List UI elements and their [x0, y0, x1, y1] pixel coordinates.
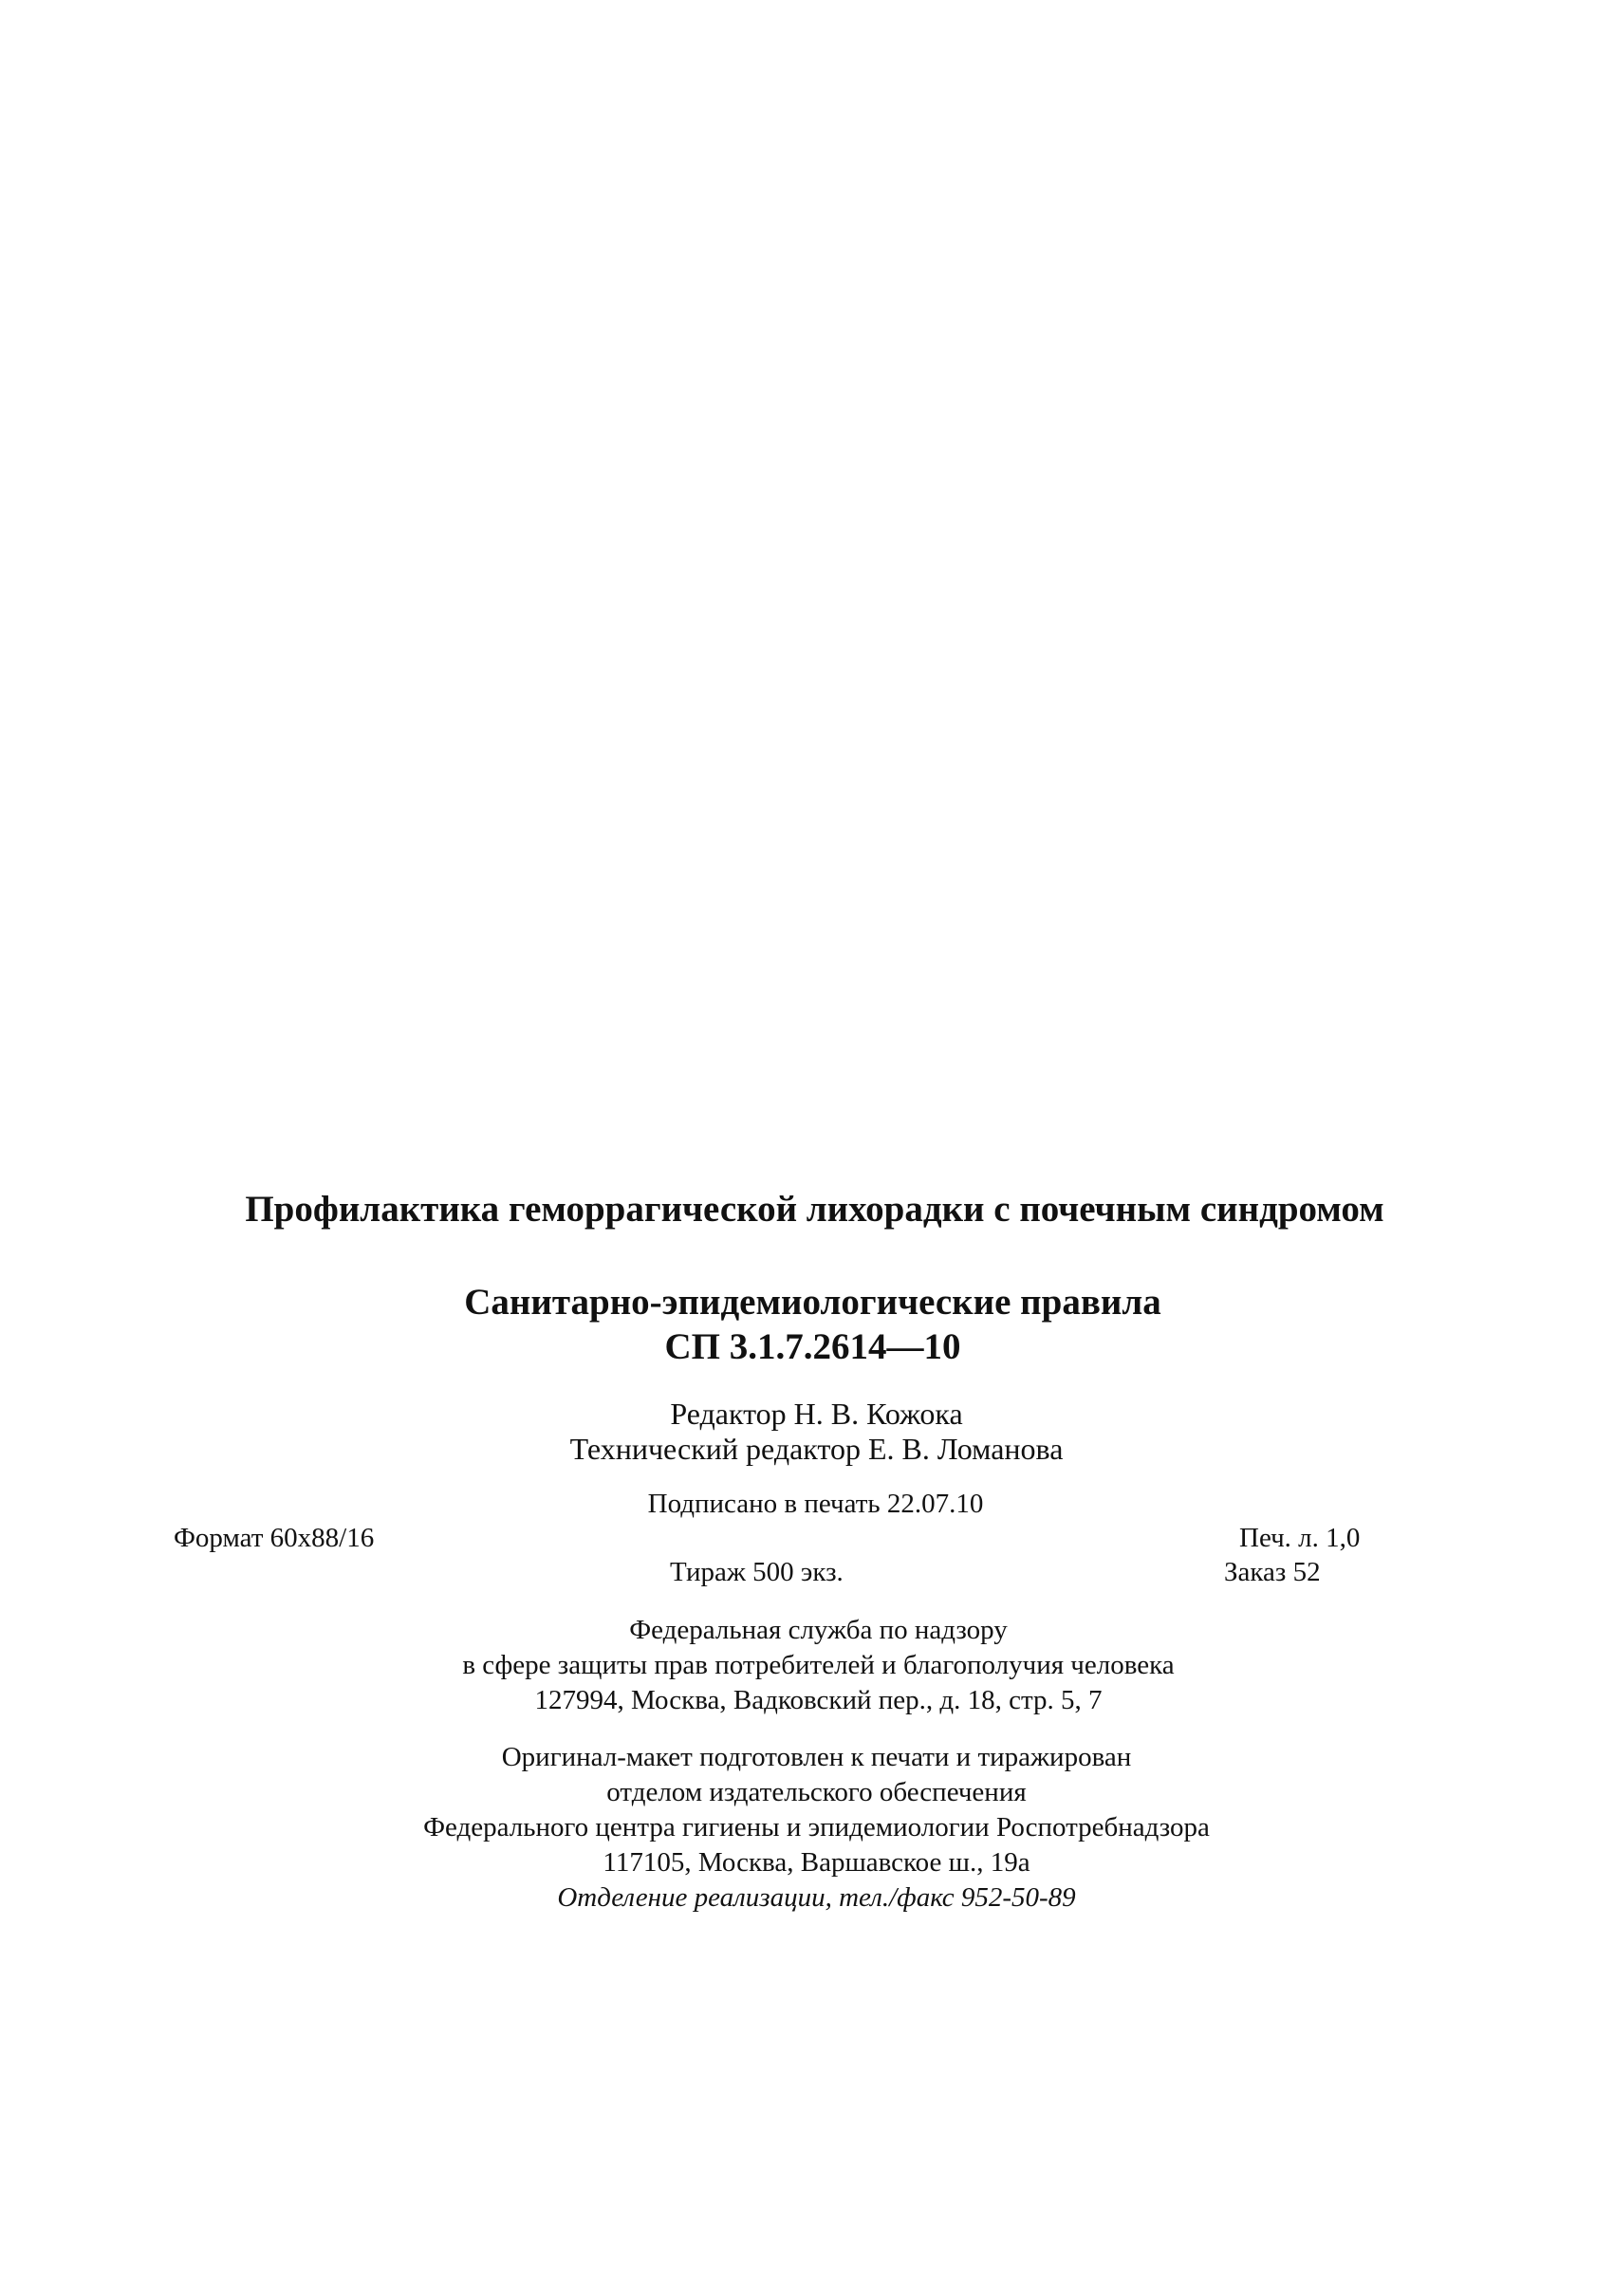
print-run: Тираж 500 экз. [670, 1557, 844, 1587]
paper-format: Формат 60x88/16 [174, 1523, 375, 1553]
publisher-line: Федеральная служба по надзору [629, 1615, 1008, 1645]
document-type: Санитарно-эпидемиологические правила [464, 1282, 1161, 1323]
sales-contact: Отделение реализации, тел./факс 952-50-89 [557, 1882, 1076, 1913]
layout-address: 117105, Москва, Варшавское ш., 19а [603, 1847, 1030, 1878]
book-title: Профилактика геморрагической лихорадки с почечным синдромом [245, 1189, 1384, 1230]
publisher-address: 127994, Москва, Вадковский пер., д. 18, стр. 5, 7 [534, 1685, 1103, 1715]
printed-sheets: Печ. л. 1,0 [1239, 1523, 1361, 1553]
document-code: СП 3.1.7.2614—10 [664, 1326, 961, 1367]
layout-line: Федерального центра гигиены и эпидемиологии Роспотребнадзора [423, 1812, 1210, 1842]
publisher-line: в сфере защиты прав потребителей и благополучия человека [462, 1650, 1175, 1680]
layout-line: Оригинал-макет подготовлен к печати и тиражирован [501, 1742, 1132, 1772]
editor-credit: Редактор Н. В. Кожока [670, 1397, 963, 1431]
order-number: Заказ 52 [1224, 1557, 1321, 1587]
technical-editor-credit: Технический редактор Е. В. Ломанова [569, 1432, 1064, 1466]
signed-to-print: Подписано в печать 22.07.10 [647, 1489, 984, 1519]
layout-line: отделом издательского обеспечения [606, 1777, 1027, 1807]
